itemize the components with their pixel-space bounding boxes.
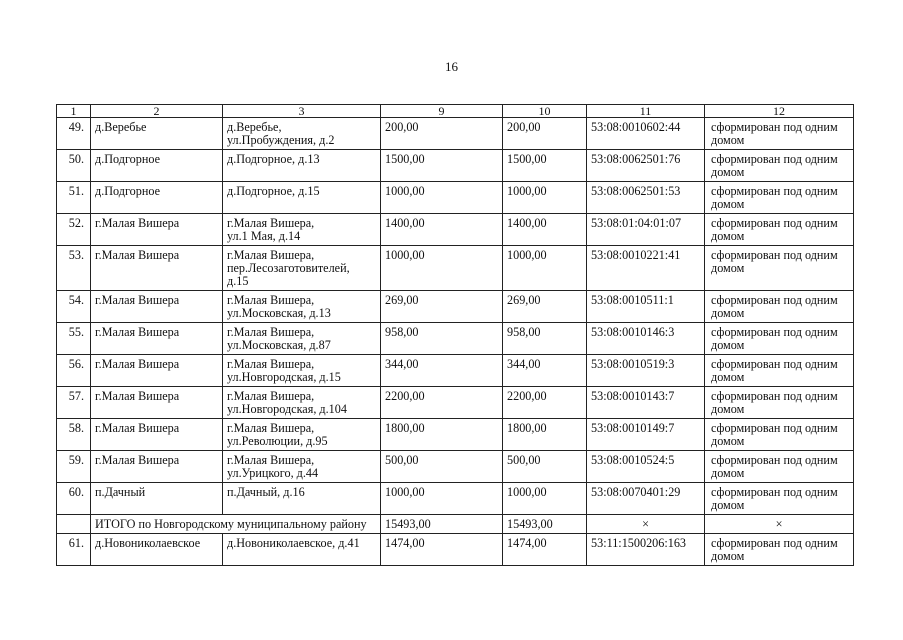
row-number: 55. bbox=[57, 323, 91, 355]
address-cell: г.Малая Вишера, пер.Лесозаготовителей, д.15 bbox=[223, 246, 381, 291]
column-9-cell: 2200,00 bbox=[381, 387, 503, 419]
table-row bbox=[57, 150, 854, 182]
status-cell: сформирован под одним домом bbox=[705, 214, 854, 246]
row-number: 53. bbox=[57, 246, 91, 291]
column-9-cell: 1500,00 bbox=[381, 150, 503, 182]
row-number: 59. bbox=[57, 451, 91, 483]
row-number: 54. bbox=[57, 291, 91, 323]
column-10-cell: 1000,00 bbox=[503, 246, 587, 291]
settlement-cell: г.Малая Вишера bbox=[91, 214, 223, 246]
address-cell: г.Малая Вишера, ул.Урицкого, д.44 bbox=[223, 451, 381, 483]
row-number: 61. bbox=[57, 534, 91, 566]
column-number-row bbox=[57, 105, 854, 118]
table-row bbox=[57, 246, 854, 291]
table-row bbox=[57, 323, 854, 355]
address-cell: г.Малая Вишера, ул.Революции, д.95 bbox=[223, 419, 381, 451]
column-10-cell: 200,00 bbox=[503, 118, 587, 150]
column-9-cell: 269,00 bbox=[381, 291, 503, 323]
table-row bbox=[57, 419, 854, 451]
table-row bbox=[57, 291, 854, 323]
table-body bbox=[57, 118, 854, 566]
total-column-9: 15493,00 bbox=[381, 515, 503, 534]
address-cell: г.Малая Вишера, ул.Новгородская, д.104 bbox=[223, 387, 381, 419]
column-9-cell: 958,00 bbox=[381, 323, 503, 355]
row-number: 58. bbox=[57, 419, 91, 451]
column-10-cell: 1000,00 bbox=[503, 182, 587, 214]
settlement-cell: г.Малая Вишера bbox=[91, 246, 223, 291]
column-10-cell: 500,00 bbox=[503, 451, 587, 483]
column-header-1: 1 bbox=[57, 105, 91, 118]
status-cell: сформирован под одним домом bbox=[705, 118, 854, 150]
land-plot-register-table bbox=[56, 104, 854, 566]
page-number: 16 bbox=[445, 59, 458, 74]
total-row bbox=[57, 515, 854, 534]
address-cell: д.Веребье, ул.Пробуждения, д.2 bbox=[223, 118, 381, 150]
settlement-cell: г.Малая Вишера bbox=[91, 291, 223, 323]
total-column-12: × bbox=[705, 515, 854, 534]
settlement-cell: г.Малая Вишера bbox=[91, 387, 223, 419]
row-number: 49. bbox=[57, 118, 91, 150]
total-column-11: × bbox=[587, 515, 705, 534]
address-cell: п.Дачный, д.16 bbox=[223, 483, 381, 515]
settlement-cell: д.Подгорное bbox=[91, 150, 223, 182]
column-9-cell: 1000,00 bbox=[381, 182, 503, 214]
settlement-cell: г.Малая Вишера bbox=[91, 355, 223, 387]
row-number: 56. bbox=[57, 355, 91, 387]
column-header-12: 12 bbox=[705, 105, 854, 118]
table-row bbox=[57, 534, 854, 566]
row-number: 57. bbox=[57, 387, 91, 419]
column-9-cell: 1000,00 bbox=[381, 483, 503, 515]
cadastral-number-cell: 53:08:01:04:01:07 bbox=[587, 214, 705, 246]
column-10-cell: 958,00 bbox=[503, 323, 587, 355]
column-header-10: 10 bbox=[503, 105, 587, 118]
settlement-cell: д.Подгорное bbox=[91, 182, 223, 214]
table-row bbox=[57, 483, 854, 515]
column-header-9: 9 bbox=[381, 105, 503, 118]
table-row bbox=[57, 355, 854, 387]
table-row bbox=[57, 118, 854, 150]
column-10-cell: 2200,00 bbox=[503, 387, 587, 419]
row-number: 51. bbox=[57, 182, 91, 214]
table-row bbox=[57, 451, 854, 483]
cadastral-number-cell: 53:08:0070401:29 bbox=[587, 483, 705, 515]
total-label: ИТОГО по Новгородскому муниципальному району bbox=[91, 515, 381, 534]
status-cell: сформирован под одним домом bbox=[705, 182, 854, 214]
status-cell: сформирован под одним домом bbox=[705, 451, 854, 483]
total-column-10: 15493,00 bbox=[503, 515, 587, 534]
settlement-cell: д.Веребье bbox=[91, 118, 223, 150]
column-9-cell: 1000,00 bbox=[381, 246, 503, 291]
status-cell: сформирован под одним домом bbox=[705, 291, 854, 323]
status-cell: сформирован под одним домом bbox=[705, 483, 854, 515]
address-cell: г.Малая Вишера, ул.Московская, д.87 bbox=[223, 323, 381, 355]
address-cell: д.Новониколаевское, д.41 bbox=[223, 534, 381, 566]
column-10-cell: 1400,00 bbox=[503, 214, 587, 246]
column-10-cell: 1474,00 bbox=[503, 534, 587, 566]
address-cell: д.Подгорное, д.15 bbox=[223, 182, 381, 214]
cadastral-number-cell: 53:08:0062501:76 bbox=[587, 150, 705, 182]
settlement-cell: г.Малая Вишера bbox=[91, 419, 223, 451]
table-row bbox=[57, 387, 854, 419]
cadastral-number-cell: 53:08:0010519:3 bbox=[587, 355, 705, 387]
status-cell: сформирован под одним домом bbox=[705, 355, 854, 387]
table-row bbox=[57, 214, 854, 246]
cadastral-number-cell: 53:08:0010143:7 bbox=[587, 387, 705, 419]
cadastral-number-cell: 53:08:0010511:1 bbox=[587, 291, 705, 323]
column-header-11: 11 bbox=[587, 105, 705, 118]
cadastral-number-cell: 53:08:0010524:5 bbox=[587, 451, 705, 483]
column-9-cell: 344,00 bbox=[381, 355, 503, 387]
cadastral-number-cell: 53:08:0010602:44 bbox=[587, 118, 705, 150]
column-10-cell: 344,00 bbox=[503, 355, 587, 387]
column-9-cell: 500,00 bbox=[381, 451, 503, 483]
column-9-cell: 1800,00 bbox=[381, 419, 503, 451]
settlement-cell: г.Малая Вишера bbox=[91, 323, 223, 355]
total-row-empty-cell bbox=[57, 515, 91, 534]
settlement-cell: п.Дачный bbox=[91, 483, 223, 515]
column-9-cell: 200,00 bbox=[381, 118, 503, 150]
column-10-cell: 1500,00 bbox=[503, 150, 587, 182]
settlement-cell: д.Новониколаевское bbox=[91, 534, 223, 566]
address-cell: д.Подгорное, д.13 bbox=[223, 150, 381, 182]
status-cell: сформирован под одним домом bbox=[705, 246, 854, 291]
cadastral-number-cell: 53:08:0010221:41 bbox=[587, 246, 705, 291]
settlement-cell: г.Малая Вишера bbox=[91, 451, 223, 483]
row-number: 60. bbox=[57, 483, 91, 515]
address-cell: г.Малая Вишера, ул.Московская, д.13 bbox=[223, 291, 381, 323]
row-number: 52. bbox=[57, 214, 91, 246]
status-cell: сформирован под одним домом bbox=[705, 534, 854, 566]
row-number: 50. bbox=[57, 150, 91, 182]
column-header-2: 2 bbox=[91, 105, 223, 118]
table-row bbox=[57, 182, 854, 214]
address-cell: г.Малая Вишера, ул.1 Мая, д.14 bbox=[223, 214, 381, 246]
status-cell: сформирован под одним домом bbox=[705, 323, 854, 355]
column-header-3: 3 bbox=[223, 105, 381, 118]
cadastral-number-cell: 53:08:0010149:7 bbox=[587, 419, 705, 451]
status-cell: сформирован под одним домом bbox=[705, 150, 854, 182]
status-cell: сформирован под одним домом bbox=[705, 419, 854, 451]
column-10-cell: 1800,00 bbox=[503, 419, 587, 451]
cadastral-number-cell: 53:08:0062501:53 bbox=[587, 182, 705, 214]
column-10-cell: 1000,00 bbox=[503, 483, 587, 515]
column-9-cell: 1474,00 bbox=[381, 534, 503, 566]
cadastral-number-cell: 53:08:0010146:3 bbox=[587, 323, 705, 355]
column-9-cell: 1400,00 bbox=[381, 214, 503, 246]
column-10-cell: 269,00 bbox=[503, 291, 587, 323]
cadastral-number-cell: 53:11:1500206:163 bbox=[587, 534, 705, 566]
address-cell: г.Малая Вишера, ул.Новгородская, д.15 bbox=[223, 355, 381, 387]
status-cell: сформирован под одним домом bbox=[705, 387, 854, 419]
